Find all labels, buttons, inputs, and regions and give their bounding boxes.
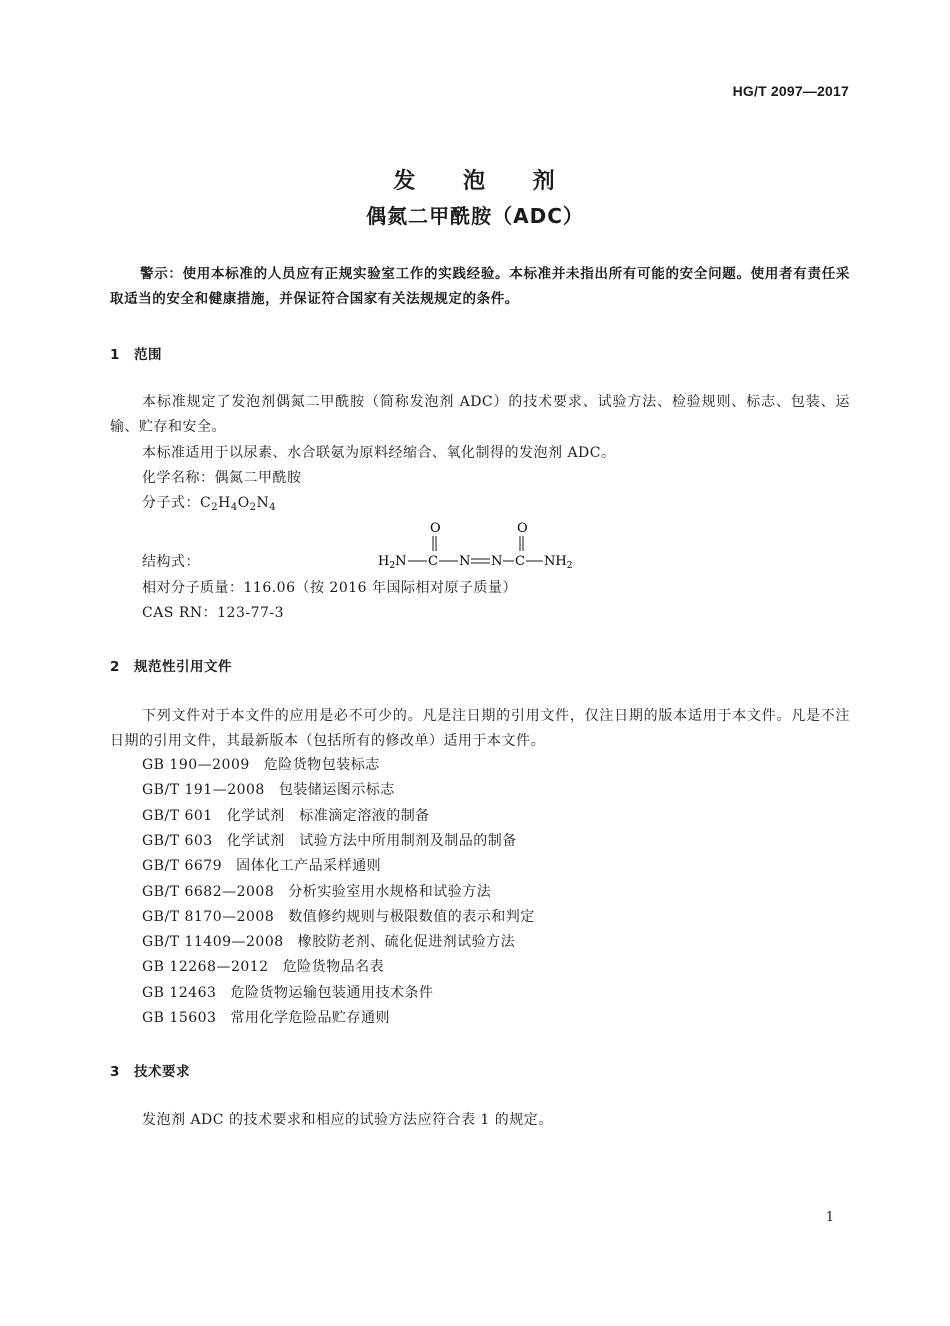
reference-code: GB/T 601	[142, 807, 213, 824]
formula-n-count: 4	[269, 502, 277, 513]
reference-code: GB/T 11409—2008	[142, 934, 284, 951]
structure-o-right: O	[517, 521, 528, 536]
reference-item	[142, 1008, 390, 1028]
standard-code: HG/T 2097—2017	[732, 83, 849, 99]
reference-code: GB/T 6679	[142, 858, 223, 875]
formula-o: O	[237, 495, 250, 511]
section-3-title: 技术要求	[134, 1064, 190, 1080]
reference-item	[142, 983, 433, 1003]
section-1-heading	[110, 343, 162, 363]
reference-title: 包装储运图示标志	[278, 782, 395, 799]
section-3-number: 3	[110, 1064, 120, 1080]
reference-code: GB 15603	[142, 1010, 217, 1026]
formula-c-count: 2	[211, 502, 219, 513]
section-3-paragraph: 发泡剂 ADC 的技术要求和相应的试验方法应符合表 1 的规定。	[142, 1112, 553, 1128]
reference-title: 橡胶防老剂、硫化促进剂试验方法	[297, 934, 516, 951]
reference-item	[142, 882, 491, 902]
document-title-line2: 偶氮二甲酰胺（ADC）	[366, 204, 584, 228]
formula-label: 分子式：	[142, 495, 200, 511]
section-3-heading	[110, 1060, 190, 1080]
cas-number: CAS RN：123-77-3	[142, 605, 285, 621]
section-2-title: 规范性引用文件	[134, 659, 232, 675]
document-title-line1: 发 泡 剂	[393, 169, 575, 194]
section-1-title: 范围	[134, 347, 162, 363]
formula-n: N	[256, 495, 270, 511]
formula-c: C	[200, 495, 212, 511]
reference-code: GB/T 191—2008	[142, 782, 265, 799]
reference-item	[142, 831, 517, 851]
formula-o-count: 2	[249, 502, 257, 513]
structure-nh2: $NH_2$	[544, 554, 573, 571]
reference-item	[142, 932, 515, 952]
molecular-formula	[142, 493, 276, 518]
reference-item	[142, 907, 535, 927]
section-1-paragraph-1: 本标准规定了发泡剂偶氮二甲酰胺（简称发泡剂 ADC）的技术要求、试验方法、检验规则、标志、包装、运输、贮存和安全。	[110, 394, 850, 435]
structure-h2n: $H_2N$	[378, 554, 407, 571]
reference-title: 危险货物运输包装通用技术条件	[230, 984, 434, 1001]
reference-code: GB 190—2009	[142, 757, 250, 773]
section-2-paragraph: 下列文件对于本文件的应用是必不可少的。凡是注日期的引用文件，仅注日期的版本适用于本文件。凡是不注日期的引用文件，其最新版本（包括所有的修改单）适用于本文件。	[110, 708, 850, 749]
reference-title: 化学试剂 试验方法中所用制剂及制品的制备	[226, 832, 517, 849]
reference-code: GB/T 603	[142, 832, 213, 849]
reference-item	[142, 856, 381, 876]
structure-n2: N	[491, 554, 503, 569]
section-2-heading	[110, 655, 232, 675]
structure-n1: N	[459, 554, 471, 569]
structure-c1: C	[428, 554, 438, 569]
section-2-number: 2	[110, 659, 120, 675]
reference-title: 数值修约规则与极限数值的表示和判定	[288, 908, 535, 925]
reference-title: 危险货物包装标志	[263, 757, 380, 773]
reference-code: GB 12268—2012	[142, 959, 269, 976]
page-number: 1	[825, 1210, 834, 1225]
reference-code: GB 12463	[142, 984, 217, 1001]
reference-item	[142, 755, 380, 775]
formula-h: H	[218, 495, 231, 511]
reference-title: 常用化学危险品贮存通则	[230, 1010, 390, 1026]
reference-item	[142, 780, 395, 800]
structure-o-left: O	[430, 521, 441, 536]
reference-code: GB/T 8170—2008	[142, 908, 275, 925]
reference-title: 化学试剂 标准滴定溶液的制备	[226, 807, 430, 824]
chemical-name: 化学名称：偶氮二甲酰胺	[142, 470, 302, 486]
reference-title: 分析实验室用水规格和试验方法	[288, 883, 492, 900]
formula-h-count: 4	[230, 502, 238, 513]
reference-title: 危险货物品名表	[282, 959, 385, 976]
reference-code: GB/T 6682—2008	[142, 883, 275, 900]
reference-item	[142, 957, 384, 977]
molecular-mass: 相对分子质量：116.06（按 2016 年国际相对原子质量）	[142, 580, 518, 596]
structure-c2: C	[515, 554, 525, 569]
reference-item	[142, 806, 430, 826]
structure-label: 结构式：	[142, 554, 200, 570]
section-1-paragraph-2: 本标准适用于以尿素、水合联氨为原料经缩合、氧化制得的发泡剂 ADC。	[142, 445, 616, 461]
warning-paragraph: 警示：使用本标准的人员应有正规实验室工作的实践经验。本标准并未指出所有可能的安全问题。使用者有责任采取适当的安全和健康措施，并保证符合国家有关法规规定的条件。	[110, 266, 850, 307]
structural-formula	[378, 518, 588, 574]
section-1-number: 1	[110, 347, 120, 363]
reference-title: 固体化工产品采样通则	[236, 858, 382, 875]
